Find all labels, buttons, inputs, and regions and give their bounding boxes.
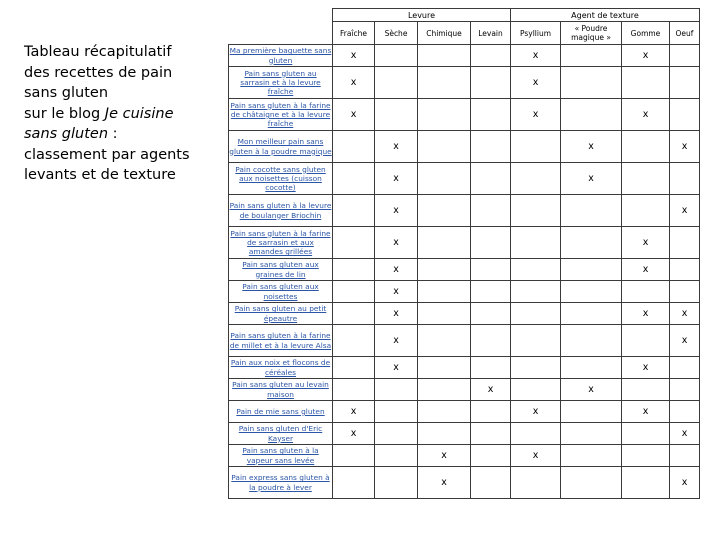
check-mark-cell	[471, 303, 511, 325]
recipe-link[interactable]: Pain de mie sans gluten	[236, 406, 325, 416]
check-mark-cell: x	[375, 131, 418, 163]
check-mark-cell	[375, 445, 418, 467]
check-mark-cell	[333, 445, 375, 467]
check-mark-cell	[333, 259, 375, 281]
check-mark-cell: x	[375, 303, 418, 325]
check-mark-cell: x	[511, 99, 561, 131]
recipe-link[interactable]: Ma première baguette sans gluten	[229, 46, 332, 65]
check-mark-cell	[471, 131, 511, 163]
header-corner	[229, 9, 333, 45]
check-mark-cell: x	[622, 45, 670, 67]
check-mark-cell	[418, 379, 471, 401]
recipe-name-cell	[229, 379, 333, 401]
column-header: Oeuf	[670, 22, 700, 45]
check-mark-cell	[561, 357, 622, 379]
check-mark-cell	[333, 357, 375, 379]
check-mark-cell	[511, 325, 561, 357]
check-mark-cell: x	[670, 131, 700, 163]
check-mark-cell: x	[622, 227, 670, 259]
check-mark-cell: x	[333, 67, 375, 99]
check-mark-cell	[418, 303, 471, 325]
table-row	[229, 401, 700, 423]
check-mark-cell: x	[375, 357, 418, 379]
intro-line-1: Tableau récapitulatif	[24, 44, 172, 60]
check-mark-cell: x	[622, 401, 670, 423]
recipe-name-cell	[229, 195, 333, 227]
check-mark-cell: x	[670, 423, 700, 445]
recipe-link[interactable]: Pain sans gluten au petit épeautre	[234, 304, 327, 323]
check-mark-cell: x	[561, 163, 622, 195]
check-mark-cell	[561, 423, 622, 445]
column-header: Psyllium	[511, 22, 561, 45]
table-row	[229, 227, 700, 259]
check-mark-cell	[471, 281, 511, 303]
check-mark-cell	[471, 195, 511, 227]
recipe-name-cell	[229, 445, 333, 467]
check-mark-cell: x	[670, 325, 700, 357]
intro-line-4	[24, 104, 214, 125]
column-header: Chimique	[418, 22, 471, 45]
table-row	[229, 131, 700, 163]
check-mark-cell: x	[375, 281, 418, 303]
check-mark-cell	[333, 131, 375, 163]
check-mark-cell: x	[622, 303, 670, 325]
intro-line-6: classement par agents	[24, 146, 190, 163]
check-mark-cell	[511, 467, 561, 499]
check-mark-cell	[670, 227, 700, 259]
table-row	[229, 423, 700, 445]
table-row	[229, 445, 700, 467]
recipe-name-cell	[229, 357, 333, 379]
check-mark-cell	[622, 325, 670, 357]
column-header: Fraîche	[333, 22, 375, 45]
check-mark-cell	[622, 281, 670, 303]
check-mark-cell	[333, 379, 375, 401]
check-mark-cell	[471, 227, 511, 259]
check-mark-cell	[622, 163, 670, 195]
intro-line-7: levants et de texture	[24, 167, 176, 183]
recipe-name-cell	[229, 401, 333, 423]
check-mark-cell	[418, 195, 471, 227]
check-mark-cell	[471, 445, 511, 467]
check-mark-cell	[561, 67, 622, 99]
check-mark-cell	[375, 67, 418, 99]
recipe-link[interactable]: Pain aux noix et flocons de céréales	[230, 358, 331, 377]
intro-blog-prefix: sur le blog	[24, 105, 105, 122]
check-mark-cell	[622, 423, 670, 445]
recipe-name-cell	[229, 303, 333, 325]
recipe-link[interactable]: Pain sans gluten d'Eric Kayser	[238, 424, 323, 443]
recipe-link[interactable]: Pain express sans gluten à la poudre à lever	[231, 473, 330, 492]
intro-text	[24, 42, 214, 186]
recipe-link[interactable]: Pain sans gluten aux noisettes	[242, 282, 319, 301]
check-mark-cell: x	[511, 445, 561, 467]
check-mark-cell	[561, 401, 622, 423]
check-mark-cell	[418, 401, 471, 423]
recipe-link[interactable]: Pain sans gluten à la farine de châtaigne et à la levure fraîche	[230, 100, 331, 129]
table-row	[229, 99, 700, 131]
check-mark-cell	[418, 281, 471, 303]
recipe-link[interactable]: Pain sans gluten au levain maison	[232, 380, 329, 399]
check-mark-cell	[511, 423, 561, 445]
check-mark-cell	[418, 259, 471, 281]
intro-colon: :	[108, 126, 118, 142]
recipe-name-cell	[229, 259, 333, 281]
check-mark-cell	[561, 45, 622, 67]
check-mark-cell: x	[375, 195, 418, 227]
recipe-link[interactable]: Pain cocotte sans gluten aux noisettes (cuisson cocotte)	[235, 164, 326, 193]
check-mark-cell: x	[561, 379, 622, 401]
check-mark-cell	[561, 227, 622, 259]
table-row	[229, 303, 700, 325]
table-row	[229, 259, 700, 281]
recipe-link[interactable]: Pain sans gluten à la levure de boulanger Briochin	[229, 201, 332, 220]
check-mark-cell: x	[375, 259, 418, 281]
intro-line-3: sans gluten	[24, 85, 109, 101]
check-mark-cell	[670, 401, 700, 423]
check-mark-cell	[418, 227, 471, 259]
recipe-summary-table	[228, 8, 700, 499]
check-mark-cell: x	[622, 99, 670, 131]
blog-name-part-1: Je cuisine	[104, 105, 174, 122]
check-mark-cell	[511, 131, 561, 163]
check-mark-cell	[622, 67, 670, 99]
check-mark-cell	[418, 163, 471, 195]
check-mark-cell: x	[333, 45, 375, 67]
check-mark-cell	[670, 99, 700, 131]
check-mark-cell	[670, 281, 700, 303]
check-mark-cell	[511, 227, 561, 259]
check-mark-cell	[670, 357, 700, 379]
check-mark-cell: x	[375, 163, 418, 195]
check-mark-cell	[333, 467, 375, 499]
check-mark-cell	[670, 445, 700, 467]
check-mark-cell	[511, 163, 561, 195]
table-row	[229, 195, 700, 227]
table-body	[229, 45, 700, 499]
recipe-name-cell	[229, 45, 333, 67]
blog-name-part-2: sans gluten	[24, 126, 109, 142]
check-mark-cell	[511, 195, 561, 227]
check-mark-cell	[622, 131, 670, 163]
check-mark-cell	[418, 99, 471, 131]
table-row	[229, 379, 700, 401]
check-mark-cell: x	[511, 401, 561, 423]
recipe-name-cell	[229, 423, 333, 445]
recipe-name-cell	[229, 67, 333, 99]
check-mark-cell	[511, 281, 561, 303]
check-mark-cell	[375, 45, 418, 67]
check-mark-cell	[418, 67, 471, 99]
table-row	[229, 467, 700, 499]
check-mark-cell	[333, 303, 375, 325]
check-mark-cell	[471, 45, 511, 67]
check-mark-cell: x	[333, 99, 375, 131]
check-mark-cell	[561, 259, 622, 281]
check-mark-cell	[375, 467, 418, 499]
check-mark-cell	[561, 99, 622, 131]
check-mark-cell	[561, 281, 622, 303]
recipe-link[interactable]: Pain sans gluten aux graines de lin	[242, 260, 319, 279]
column-header: Sèche	[375, 22, 418, 45]
recipe-name-cell	[229, 467, 333, 499]
check-mark-cell	[375, 401, 418, 423]
check-mark-cell	[333, 281, 375, 303]
check-mark-cell	[375, 99, 418, 131]
check-mark-cell	[561, 445, 622, 467]
recipe-name-cell	[229, 99, 333, 131]
check-mark-cell: x	[375, 325, 418, 357]
recipe-link[interactable]: Pain sans gluten au sarrasin et à la levure fraîche	[240, 68, 321, 97]
check-mark-cell	[418, 423, 471, 445]
recipe-name-cell	[229, 325, 333, 357]
check-mark-cell	[418, 131, 471, 163]
check-mark-cell	[670, 379, 700, 401]
check-mark-cell	[375, 423, 418, 445]
check-mark-cell: x	[511, 67, 561, 99]
check-mark-cell: x	[333, 401, 375, 423]
table-row	[229, 67, 700, 99]
check-mark-cell: x	[418, 467, 471, 499]
recipe-name-cell	[229, 163, 333, 195]
check-mark-cell	[333, 227, 375, 259]
check-mark-cell	[561, 325, 622, 357]
column-header: Gomme	[622, 22, 670, 45]
intro-line-5	[24, 124, 214, 145]
check-mark-cell: x	[418, 445, 471, 467]
table-row	[229, 163, 700, 195]
check-mark-cell: x	[561, 131, 622, 163]
check-mark-cell: x	[670, 467, 700, 499]
check-mark-cell	[471, 357, 511, 379]
check-mark-cell: x	[622, 357, 670, 379]
check-mark-cell	[622, 195, 670, 227]
check-mark-cell	[622, 445, 670, 467]
table-row	[229, 325, 700, 357]
check-mark-cell	[471, 423, 511, 445]
check-mark-cell	[471, 401, 511, 423]
check-mark-cell	[670, 45, 700, 67]
check-mark-cell	[670, 259, 700, 281]
check-mark-cell: x	[670, 195, 700, 227]
group-header-texture: Agent de texture	[511, 9, 700, 22]
check-mark-cell	[471, 259, 511, 281]
recipe-link[interactable]: Pain sans gluten à la farine de millet et à la levure Alsa	[229, 331, 332, 350]
check-mark-cell: x	[511, 45, 561, 67]
check-mark-cell	[670, 163, 700, 195]
recipe-link[interactable]: Mon meilleur pain sans gluten à la poudre magique	[229, 137, 332, 156]
check-mark-cell	[471, 325, 511, 357]
check-mark-cell	[670, 67, 700, 99]
recipe-name-cell	[229, 131, 333, 163]
column-header: « Poudre magique »	[561, 22, 622, 45]
check-mark-cell	[471, 467, 511, 499]
check-mark-cell: x	[622, 259, 670, 281]
recipe-name-cell	[229, 227, 333, 259]
intro-line-2: des recettes de pain	[24, 64, 173, 81]
check-mark-cell	[471, 67, 511, 99]
check-mark-cell	[561, 467, 622, 499]
table-row	[229, 357, 700, 379]
check-mark-cell	[333, 163, 375, 195]
check-mark-cell	[561, 303, 622, 325]
recipe-link[interactable]: Pain sans gluten à la farine de sarrasin et aux amandes grillées	[230, 228, 331, 257]
check-mark-cell	[375, 379, 418, 401]
recipe-link[interactable]: Pain sans gluten à la vapeur sans levée	[242, 446, 319, 465]
check-mark-cell	[418, 45, 471, 67]
check-mark-cell: x	[333, 423, 375, 445]
check-mark-cell: x	[375, 227, 418, 259]
check-mark-cell	[511, 259, 561, 281]
check-mark-cell	[622, 467, 670, 499]
check-mark-cell	[471, 99, 511, 131]
check-mark-cell	[333, 195, 375, 227]
check-mark-cell: x	[471, 379, 511, 401]
check-mark-cell	[511, 379, 561, 401]
column-header: Levain	[471, 22, 511, 45]
check-mark-cell: x	[670, 303, 700, 325]
check-mark-cell	[511, 357, 561, 379]
check-mark-cell	[622, 379, 670, 401]
check-mark-cell	[333, 325, 375, 357]
check-mark-cell	[471, 163, 511, 195]
check-mark-cell	[561, 195, 622, 227]
recipe-name-cell	[229, 281, 333, 303]
check-mark-cell	[511, 303, 561, 325]
check-mark-cell	[418, 325, 471, 357]
check-mark-cell	[418, 357, 471, 379]
table-row	[229, 45, 700, 67]
group-header-levure: Levure	[333, 9, 511, 22]
table-row	[229, 281, 700, 303]
